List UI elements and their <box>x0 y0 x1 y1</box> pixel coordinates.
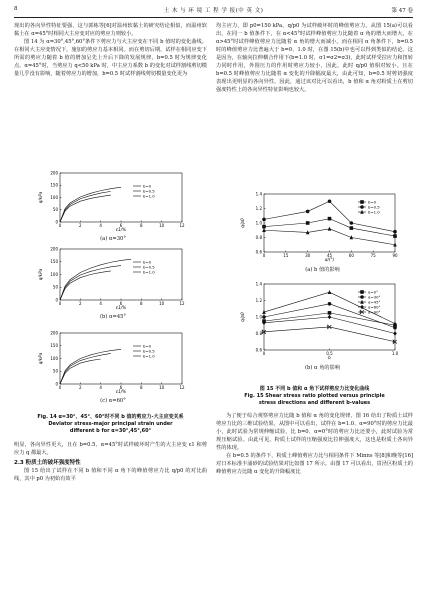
y-tick-label: 100 <box>50 271 58 277</box>
fig15-caption-line2: stress directions and different b-values <box>258 400 371 406</box>
fig15a <box>240 190 405 273</box>
y-tick-label: 150 <box>50 343 58 349</box>
y-axis-label: q/kPa <box>38 352 43 365</box>
legend-entry: b=1.0 <box>368 209 380 215</box>
legend-entry: b=0.5 <box>143 188 155 194</box>
legend-entry: b=0.5 <box>143 348 155 354</box>
fig15b-label: (b) α 角的影响 <box>305 365 340 371</box>
series-line <box>60 353 111 384</box>
fig15b-chart <box>240 280 405 360</box>
fig14c-chart <box>38 330 188 394</box>
data-point <box>306 221 310 225</box>
x-tick-label: 0 <box>262 351 266 356</box>
left-para-2: 图 14 为 α=30°,45°,60°条件下剪应力与大主应变在不同 b 值时的变化曲线。在相同大主应变情况下，施加的剪应力基本相同。而在剪切后期，试样在相同应变下所需的剪应力随着 b 值的增加呈先上升后下降的发展规律，b=0.5 时为规律变化点。α=45°时，当剪应力 q<50 kPa 时，中主应力系数 b 的变化对试样割线剪切模量几乎没有影响，随着剪应力的增加，b=0.5 时试样割线剪切模量变化更为 <box>14 39 207 77</box>
series-line <box>60 259 131 300</box>
y-tick-label: 200 <box>50 170 58 176</box>
data-point <box>393 230 397 234</box>
x-tick-label: 6 <box>119 301 123 306</box>
left-column-lower <box>14 441 207 483</box>
y-axis-label: q/kPa <box>38 268 43 281</box>
plot-frame <box>60 249 182 300</box>
fig14-caption-line2: Deviator stress-major principal strain under <box>48 421 173 427</box>
data-point <box>328 311 332 315</box>
fig15b <box>240 280 405 372</box>
data-point <box>328 290 332 294</box>
x-axis-label: ε1/% <box>115 227 127 232</box>
data-point <box>393 234 397 238</box>
x-tick-label: 10 <box>159 223 165 228</box>
data-point <box>262 225 266 229</box>
data-point <box>328 302 332 306</box>
data-point <box>328 199 332 203</box>
y-tick-label: 50 <box>52 284 58 290</box>
x-tick-label: 8 <box>140 385 143 390</box>
x-axis-label: ε1/% <box>115 305 127 310</box>
legend-entry: b=0 <box>143 259 152 265</box>
x-axis-label: b <box>328 355 331 360</box>
data-point <box>328 217 332 221</box>
data-point <box>328 315 332 319</box>
legend-marker <box>360 200 364 204</box>
y-axis-label: q/kPa <box>38 191 43 204</box>
x-tick-label: 90 <box>392 253 398 258</box>
y-tick-label: 50 <box>52 207 58 213</box>
page-number: 8 <box>14 6 18 12</box>
y-tick-label: 1.2 <box>255 297 262 303</box>
fig14c <box>38 330 188 406</box>
fig15a-label: (a) b 值的影响 <box>305 267 340 273</box>
series-line <box>60 271 111 300</box>
fig14b <box>38 246 188 324</box>
fig15-caption-line1: Fig. 15 Shear stress ratio plotted versus principle <box>244 393 385 399</box>
x-tick-label: 2 <box>79 223 82 228</box>
series-line <box>60 195 111 222</box>
fig14a-label: (a) α=30° <box>100 236 126 242</box>
x-tick-label: 2 <box>79 301 82 306</box>
data-point <box>262 315 266 319</box>
series-line <box>60 187 121 222</box>
x-axis-label: ε1/% <box>115 389 127 394</box>
x-tick-label: 8 <box>140 223 143 228</box>
x-tick-label: 8 <box>140 301 143 306</box>
data-point <box>393 326 397 330</box>
x-tick-label: 6 <box>119 223 123 228</box>
fig14-caption <box>14 414 207 435</box>
legend-entry: α=30° <box>368 294 381 300</box>
y-axis-label: q/p0 <box>240 218 245 228</box>
x-tick-label: 0 <box>58 223 62 228</box>
data-point <box>262 218 266 222</box>
x-tick-label: 12 <box>179 385 185 390</box>
legend-entry: b=0.5 <box>368 204 380 210</box>
fig14a <box>38 170 188 240</box>
y-tick-label: 1.2 <box>255 205 262 211</box>
series-line <box>60 266 121 300</box>
x-tick-label: 15 <box>283 253 289 258</box>
legend-marker <box>360 205 364 209</box>
x-axis-label: α/(°) <box>324 257 335 262</box>
x-tick-label: 1.0 <box>391 351 399 356</box>
data-point <box>350 221 354 225</box>
volume-label: 第 47 卷 <box>391 8 413 14</box>
y-tick-label: 100 <box>50 355 58 361</box>
y-tick-label: 0 <box>55 219 58 225</box>
legend-entry: b=0 <box>368 199 377 205</box>
series-line <box>60 349 121 384</box>
right-column-lower <box>216 412 413 476</box>
y-tick-label: 0.8 <box>255 330 262 336</box>
y-tick-label: 1.4 <box>255 191 262 197</box>
legend-marker <box>360 295 364 299</box>
legend-entry: b=1.0 <box>143 193 155 199</box>
x-tick-label: 30 <box>305 253 311 258</box>
x-tick-label: 0.5 <box>326 351 333 356</box>
y-tick-label: 0 <box>55 297 58 303</box>
series-line <box>60 359 101 384</box>
left-para-3: 明显，各向异性更大，且在 b=0.5、α=45°时试样破坏时产生的大主应变 ε1 和剪应力 q 都最大。 <box>14 442 207 456</box>
legend-entry: b=0.5 <box>143 264 155 270</box>
right-para-1: 均主应力，即 p0=150 kPa。q/p0 为试样破坏时的峰值剪应力。从图 15(a)可以看出，在同一 b 值条件下，在 α<45°时试样峰值剪应力比随着 α 角的增大而增大，在 α>45°时试样峰值剪应力比随着 α 角的增大而减小。而在相同 α 角条件下，b=0.5 时的峰值剪应力比普遍大于 b=0、1.0 时，在图 15(b)中也可以得到类似的结论。这是因为，在轴向拉伸耦合作用下(b=1.0 时，σ1=σ2=σ3)，此时试样受拉应力和扭转力同时作用，外围压力的作用时剪应力较小，因此，此时 q/p0 值相对较小。且在 b=0.5 时峰值剪应力比随着 α 变化的升降幅度最大，由此可知，b=0.5 时剪切强度表现出更明显的各向异性。因此，通过该对比可以看出，b 值和 α 角对粉质土在剪切强度特性上的各向异性特征影响也较大。 <box>216 23 413 93</box>
y-tick-label: 0.8 <box>255 234 262 240</box>
legend-entry: α=45° <box>368 299 381 305</box>
y-tick-label: 50 <box>52 368 58 374</box>
plot-frame <box>60 333 182 384</box>
y-axis-label: q/p0 <box>240 312 245 322</box>
plot-frame <box>60 173 182 222</box>
right-para-2: 为了便于综合观察剪应力比随 b 值和 α 角的变化规律，图 16 给出了粉质土试样剪应力比的三维试验结果，从图中可以看出，试样在 b=1.0、α=90°时的剪应力比最小，此时试验为常规伸缩试验，比 b=0、α=0°时的剪应力比还要小，此时试验为常规压缩试验。由此可见，粉质土试样的压缩强度比拉伸强度大，这也是粉质土各向异性的体现。 <box>216 413 413 451</box>
header-rule <box>14 17 413 18</box>
x-tick-label: 60 <box>348 253 354 258</box>
legend-entry: b=0 <box>143 183 152 189</box>
y-tick-label: 0.6 <box>255 347 262 353</box>
left-para-1: 现出的各向异性特征要强，这与郭栋等[6]对温州软黏土的研究结论相似，而温州软黏土在 α=45°时相同大主应变对应的剪应力则较小。 <box>14 23 207 37</box>
legend-entry: b=0 <box>143 343 152 349</box>
fig15-caption <box>216 386 413 407</box>
x-tick-label: 45 <box>326 253 333 258</box>
left-para-4: 图 15 给出了试样在不同 b 值和不同 α 角下的峰值剪应力比 q/p0 的对比曲线，其中 p0 为初始有效平 <box>14 468 207 482</box>
data-point <box>393 321 397 325</box>
y-tick-label: 200 <box>50 330 58 336</box>
legend-marker <box>360 290 364 294</box>
fig15-title-cn: 图 15 不同 b 值和 α 角下试样剪应力比变化曲线 <box>259 386 370 392</box>
journal-title: 土 木 与 环 境 工 程 学 报(中 英 文) <box>163 8 264 14</box>
x-tick-label: 12 <box>179 301 185 306</box>
fig14-caption-line1: Fig. 14 α=30°、45°、60°时不同 b 值的剪应力-大主应变关系 <box>37 414 184 420</box>
fig14b-chart <box>38 246 188 310</box>
series-line <box>264 327 395 342</box>
legend-entry: α=60° <box>368 304 381 310</box>
y-tick-label: 200 <box>50 246 58 252</box>
legend-entry: α=90° <box>368 309 381 315</box>
x-tick-label: 4 <box>99 301 102 306</box>
y-tick-label: 150 <box>50 182 58 188</box>
x-tick-label: 6 <box>119 385 123 390</box>
y-tick-label: 0 <box>55 381 58 387</box>
x-tick-label: 4 <box>99 385 102 390</box>
x-tick-label: 10 <box>159 385 165 390</box>
y-tick-label: 150 <box>50 259 58 265</box>
data-point <box>306 210 310 214</box>
y-tick-label: 1.0 <box>255 314 262 320</box>
data-point <box>350 226 354 230</box>
x-tick-label: 75 <box>370 253 376 258</box>
x-tick-label: 0 <box>58 301 62 306</box>
y-tick-label: 1.0 <box>255 220 262 226</box>
x-tick-label: 10 <box>159 301 165 306</box>
fig14c-label: (c) α=60° <box>100 398 126 404</box>
data-point <box>393 331 397 335</box>
fig14a-chart <box>38 170 188 232</box>
y-tick-label: 1.4 <box>255 281 262 287</box>
legend-entry: α=0° <box>368 289 378 295</box>
x-tick-label: 0 <box>262 253 266 258</box>
left-column <box>14 22 207 78</box>
data-point <box>328 227 332 231</box>
x-tick-label: 4 <box>99 223 102 228</box>
y-tick-label: 100 <box>50 194 58 200</box>
fig14-caption-line3: different b for α=30°,45°,60° <box>69 428 152 434</box>
x-tick-label: 0 <box>58 385 62 390</box>
legend-entry: b=1.0 <box>143 353 155 359</box>
x-tick-label: 12 <box>179 223 185 228</box>
section-title: 2.3 粉质土的破坏强度特性 <box>14 460 81 466</box>
right-column <box>216 22 413 94</box>
x-tick-label: 2 <box>79 385 82 390</box>
fig15a-chart <box>240 190 405 262</box>
series-line <box>264 229 395 245</box>
legend-entry: b=1.0 <box>143 269 155 275</box>
right-para-3: 在 b=0.5 的条件下，粉质土峰值剪应力比与相同条件下 Minns 等[8]和晚等[16]对日本标准丰浦砂的试验结果对比如图 17 所示。由图 17 可以看出，贯泾区粉质土的峰值剪应力比随 α 变化的升降幅度比 <box>216 453 413 475</box>
fig14b-label: (b) α=45° <box>99 314 127 320</box>
series-line <box>264 317 395 334</box>
y-tick-label: 0.6 <box>255 249 262 255</box>
